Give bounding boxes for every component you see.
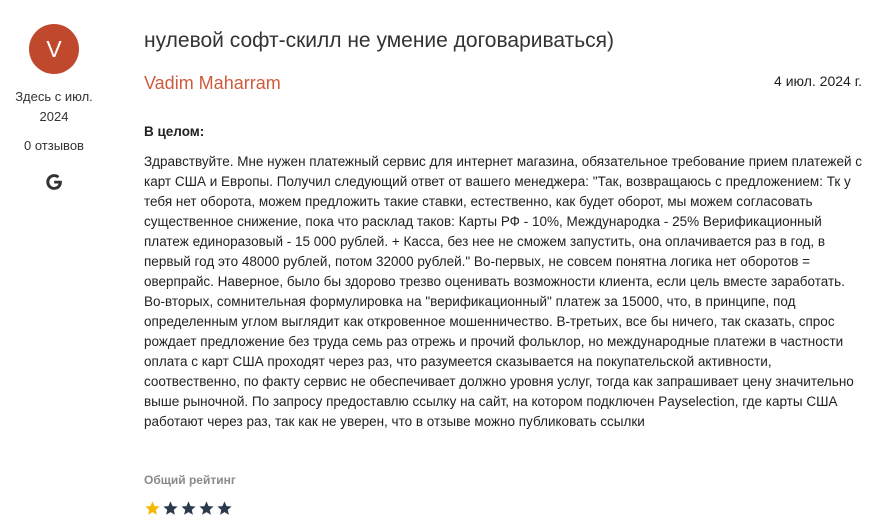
rating-label: Общий рейтинг	[144, 473, 236, 487]
star-filled-icon	[144, 500, 161, 517]
star-empty-icon	[198, 500, 215, 517]
reviewer-sidebar	[0, 24, 108, 193]
review-title: нулевой софт-скилл не умение договариваться)	[144, 29, 615, 52]
star-empty-icon	[180, 500, 197, 517]
star-rating	[144, 500, 233, 517]
google-g-icon	[43, 171, 65, 193]
reviews-count: 0 отзывов	[24, 138, 84, 153]
author-name[interactable]: Vadim Maharram	[144, 73, 281, 93]
star-empty-icon	[216, 500, 233, 517]
avatar: V	[29, 24, 79, 74]
star-empty-icon	[162, 500, 179, 517]
section-heading: В целом:	[144, 124, 205, 139]
member-since: Здесь с июл. 2024	[15, 89, 93, 124]
review-date: 4 июл. 2024 г.	[774, 73, 862, 89]
review-body: Здравствуйте. Мне нужен платежный сервис для интернет магазина, обязательное требование прием платежей с карт США и Европы. Получил следующий ответ от вашего менеджера: "Так, возвращаюсь с предложением: Тк у тебя нет оборота, можем предложить такие ставки, естественно, как будет оборот, мы можем согласовать существенное снижение, пока что расклад таков: Карты РФ - 10%, Международка - 25% Верификационный платеж единоразовый - 15 000 рублей. + Касса, без нее не сможем запустить, она оплачивается раз в год, в первый год это 48000 рублей, потом 32000 рублей." Во-первых, не совсем понятна логика нет оборотов = оверпрайс. Наверное, было бы здорово трезво оценивать возможности клиента, если цель вместе заработать. Во-вторых, сомнительная формулировка на "верификационный" платеж за 15000, что, в принципе, под определенным углом выглядит как откровенное мошенничество. В-третьих, все бы ничего, так сказать, спрос рождает предложение без труда семь раз отрежь и прочий фольклор, но международные платежи в частности оплата с карт США проходят через раз, что разумеется сказывается на покупательской активности, соотвественно, по факту сервис не обеспечивает должно уровня услуг, тогда как запрашивает цену значительно выше рыночной. По запросу предоставлю ссылку на сайт, на котором подключен Payselection, где карты США работают через раз, так как не уверен, что в отзыве можно публиковать ссылки	[144, 154, 863, 429]
